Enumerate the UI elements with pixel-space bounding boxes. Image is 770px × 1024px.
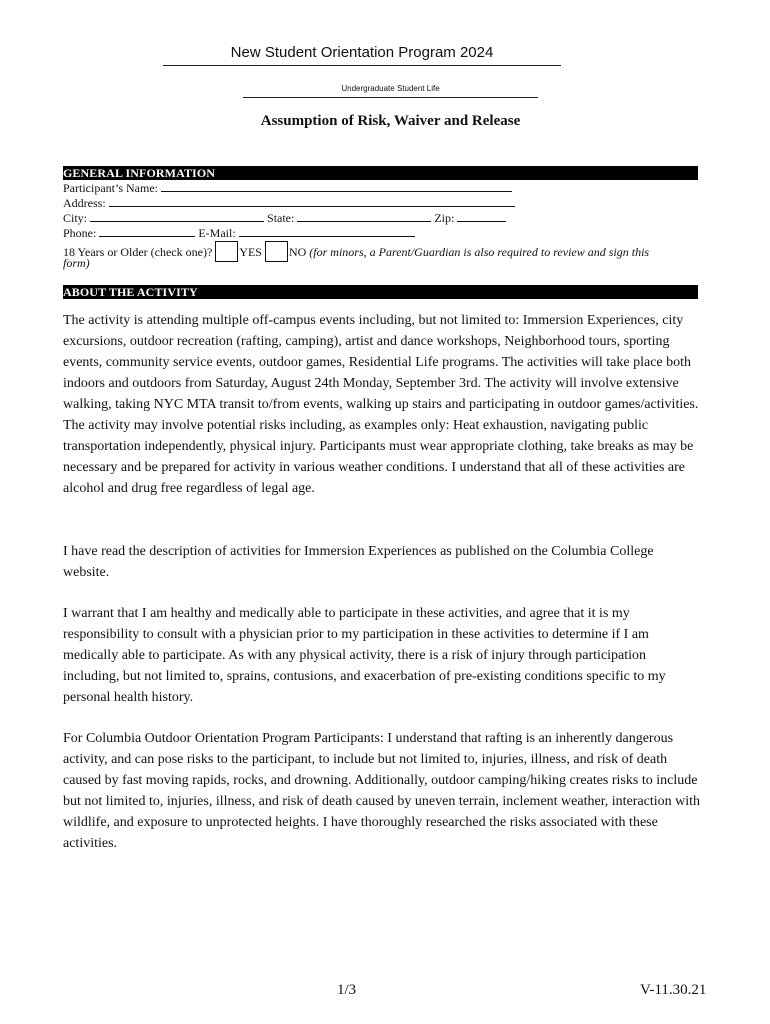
age-check-row: [63, 241, 649, 262]
email-label: E-Mail:: [198, 226, 236, 240]
document-title: Assumption of Risk, Waiver and Release: [260, 113, 521, 129]
city-state-zip-row: [63, 211, 506, 225]
yes-label: YES: [239, 245, 262, 259]
state-label: State:: [267, 211, 295, 225]
address-row: [63, 196, 515, 210]
zip-label: Zip:: [434, 211, 455, 225]
general-information-heading: [63, 166, 698, 180]
city-label: City:: [63, 211, 88, 225]
phone-email-row: [63, 226, 415, 240]
city-field[interactable]: [90, 211, 264, 222]
about-activity-heading-text: ABOUT THE ACTIVITY: [63, 285, 198, 299]
about-activity-heading: [63, 285, 698, 299]
age-question: 18 Years or Older (check one)?: [63, 245, 213, 259]
activity-description-paragraph: The activity is attending multiple off-campus events including, but not limited to: Immersion Experiences, city excursions, outdoor recreation (rafting, camping), artist and dance workshops, Neighborhood tours, sporting events, community service events, outdoor games, Residential Life programs. The activities will take place both indoors and outdoors from Saturday, August 24th Monday, September 3rd. The activity will involve extensive walking, taking NYC MTA transit to/from events, walking up stairs and participating in outdoor games/activities. The activity may involve potential risks including, as examples only: Heat exhaustion, navigating public transportation independently, physical injury. Participants must wear appropriate clothing, take breaks as may be necessary and be prepared for activity in various weather conditions. I understand that all of these activities are alcohol and drug free regardless of legal age.: [63, 313, 699, 496]
version-number: V-11.30.21: [640, 982, 707, 998]
health-warranty-paragraph: I warrant that I am healthy and medically able to participate in these activities, and agree that it is my responsibility to consult with a physician prior to my participation in these activities to determine if I am medically able to participate. As with any physical activity, there is a risk of injury through participation including, but not limited to, sprains, contusions, and exacerbation of pre-existing conditions specific to my personal health history.: [63, 606, 666, 705]
general-information-heading-text: GENERAL INFORMATION: [63, 166, 216, 180]
outdoor-program-paragraph: For Columbia Outdoor Orientation Program Participants: I understand that rafting is an inherently dangerous activity, and can pose risks to the participant, to include but not limited to, injuries, illness, and risk of death caused by fast moving rapids, rocks, and drowning. Additionally, outdoor camping/hiking creates risks to include but not limited to, injuries, illness, and risk of death caused by uneven terrain, inclement weather, interaction with wildlife, and exposure to unprotected heights. I have thoroughly researched the risks associated with these activities.: [63, 731, 701, 851]
participant-name-row: [63, 181, 512, 195]
read-description-paragraph: I have read the description of activities for Immersion Experiences as published on the Columbia College website.: [63, 544, 654, 580]
page-number: 1/3: [337, 982, 357, 998]
no-label: NO: [288, 245, 307, 259]
zip-field[interactable]: [457, 211, 506, 222]
subheader-rule: [243, 97, 538, 98]
address-field[interactable]: [109, 196, 515, 207]
no-checkbox[interactable]: [265, 241, 288, 262]
minors-note: (for minors, a Parent/Guardian is also required to review and sign this: [309, 245, 650, 259]
yes-checkbox[interactable]: [215, 241, 238, 262]
program-title: New Student Orientation Program 2024: [230, 44, 494, 61]
address-label: Address:: [63, 196, 106, 210]
phone-field[interactable]: [99, 226, 195, 237]
department-name: Undergraduate Student Life: [341, 84, 440, 93]
participant-name-label: Participant’s Name:: [63, 181, 158, 195]
header-rule: [163, 65, 561, 66]
phone-label: Phone:: [63, 226, 97, 240]
email-field[interactable]: [239, 226, 415, 237]
minors-note-continued: form): [63, 256, 90, 270]
state-field[interactable]: [297, 211, 431, 222]
participant-name-field[interactable]: [161, 181, 512, 192]
